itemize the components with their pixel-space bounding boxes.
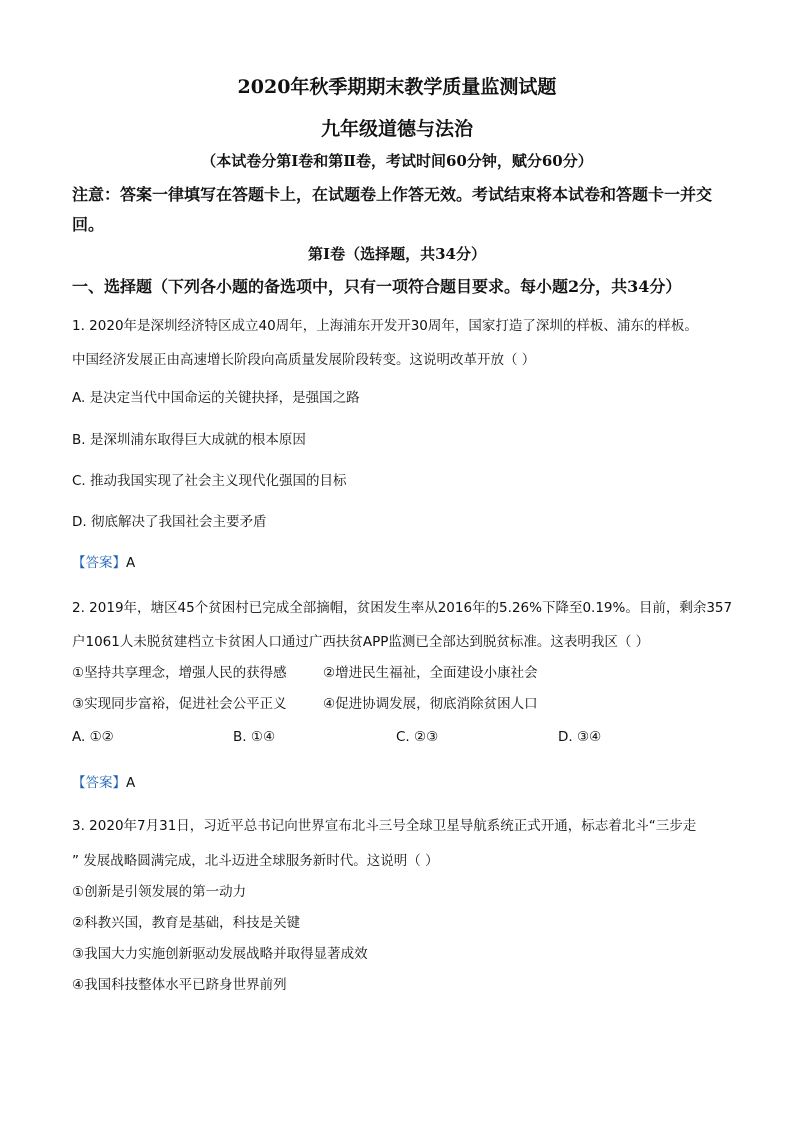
q2-answer [72, 771, 135, 791]
q2-statement-4: ④促进协调发展，彻底消除贫困人口 [323, 696, 538, 712]
q1-stem-line2: 中国经济发展正由高速增长阶段向高质量发展阶段转变。这说明改革开放（ ） [72, 352, 536, 368]
q2-option-a: A. ①② [72, 729, 114, 745]
q3-stem-line2: ” 发展战略圆满完成，北斗迈进全球服务新时代。这说明（ ） [72, 853, 439, 869]
q1-option-c: C. 推动我国实现了社会主义现代化强国的目标 [72, 473, 347, 489]
volume-heading: 第Ⅰ卷（选择题，共34分） [308, 245, 486, 263]
q1-answer [72, 551, 135, 571]
q3-statement-3: ③我国大力实施创新驱动发展战略并取得显著成效 [72, 946, 368, 962]
exam-title: 2020年秋季期期末教学质量监测试题 [237, 76, 557, 98]
q3-stem-line1: 3. 2020年7月31日，习近平总书记向世界宣布北斗三号全球卫星导航系统正式开通，标志着北斗“三步走 [72, 818, 697, 834]
q2-option-b: B. ①④ [233, 729, 276, 745]
q2-answer-label: 【答案】 [72, 775, 126, 791]
exam-notice: 注意：答案一律填写在答题卡上，在试题卷上作答无效。考试结束将本试卷和答题卡一并交回。 [72, 185, 713, 234]
q2-statement-3: ③实现同步富裕，促进社会公平正义 [72, 696, 287, 712]
q2-option-d: D. ③④ [558, 729, 602, 745]
q1-answer-value: A [126, 555, 136, 571]
q3-statement-1: ①创新是引领发展的第一动力 [72, 884, 247, 900]
q2-statement-1: ①坚持共享理念，增强人民的获得感 [72, 665, 287, 681]
q1-option-d: D. 彻底解决了我国社会主要矛盾 [72, 514, 267, 530]
q1-option-a: A. 是决定当代中国命运的关键抉择，是强国之路 [72, 390, 360, 406]
q1-answer-label: 【答案】 [72, 555, 126, 571]
q2-statement-2: ②增进民生福祉，全面建设小康社会 [323, 665, 538, 681]
q3-statement-4: ④我国科技整体水平已跻身世界前列 [72, 977, 287, 993]
q2-stem-line2: 户1061人未脱贫建档立卡贫困人口通过广西扶贫APP监测已全部达到脱贫标准。这表明我区（ ） [72, 634, 650, 650]
q1-stem-line1: 1. 2020年是深圳经济特区成立40周年，上海浦东开发开30周年，国家打造了深圳的样板、浦东的样板。 [72, 318, 698, 334]
q3-statement-2: ②科教兴国，教育是基础，科技是关键 [72, 915, 301, 931]
q2-option-c: C. ②③ [396, 729, 439, 745]
exam-subject: 九年级道德与法治 [320, 118, 473, 140]
q1-option-b: B. 是深圳浦东取得巨大成就的根本原因 [72, 432, 306, 448]
exam-info: （本试卷分第Ⅰ卷和第Ⅱ卷，考试时间60分钟，赋分60分） [201, 152, 593, 170]
q2-answer-value: A [126, 775, 136, 791]
part-heading: 一、选择题（下列各小题的备选项中，只有一项符合题目要求。每小题2分，共34分） [72, 277, 682, 296]
q2-stem-line1: 2. 2019年，塘区45个贫困村已完成全部摘帽，贫困发生率从2016年的5.26%下降至0.19%。目前，剩余357 [72, 600, 733, 616]
